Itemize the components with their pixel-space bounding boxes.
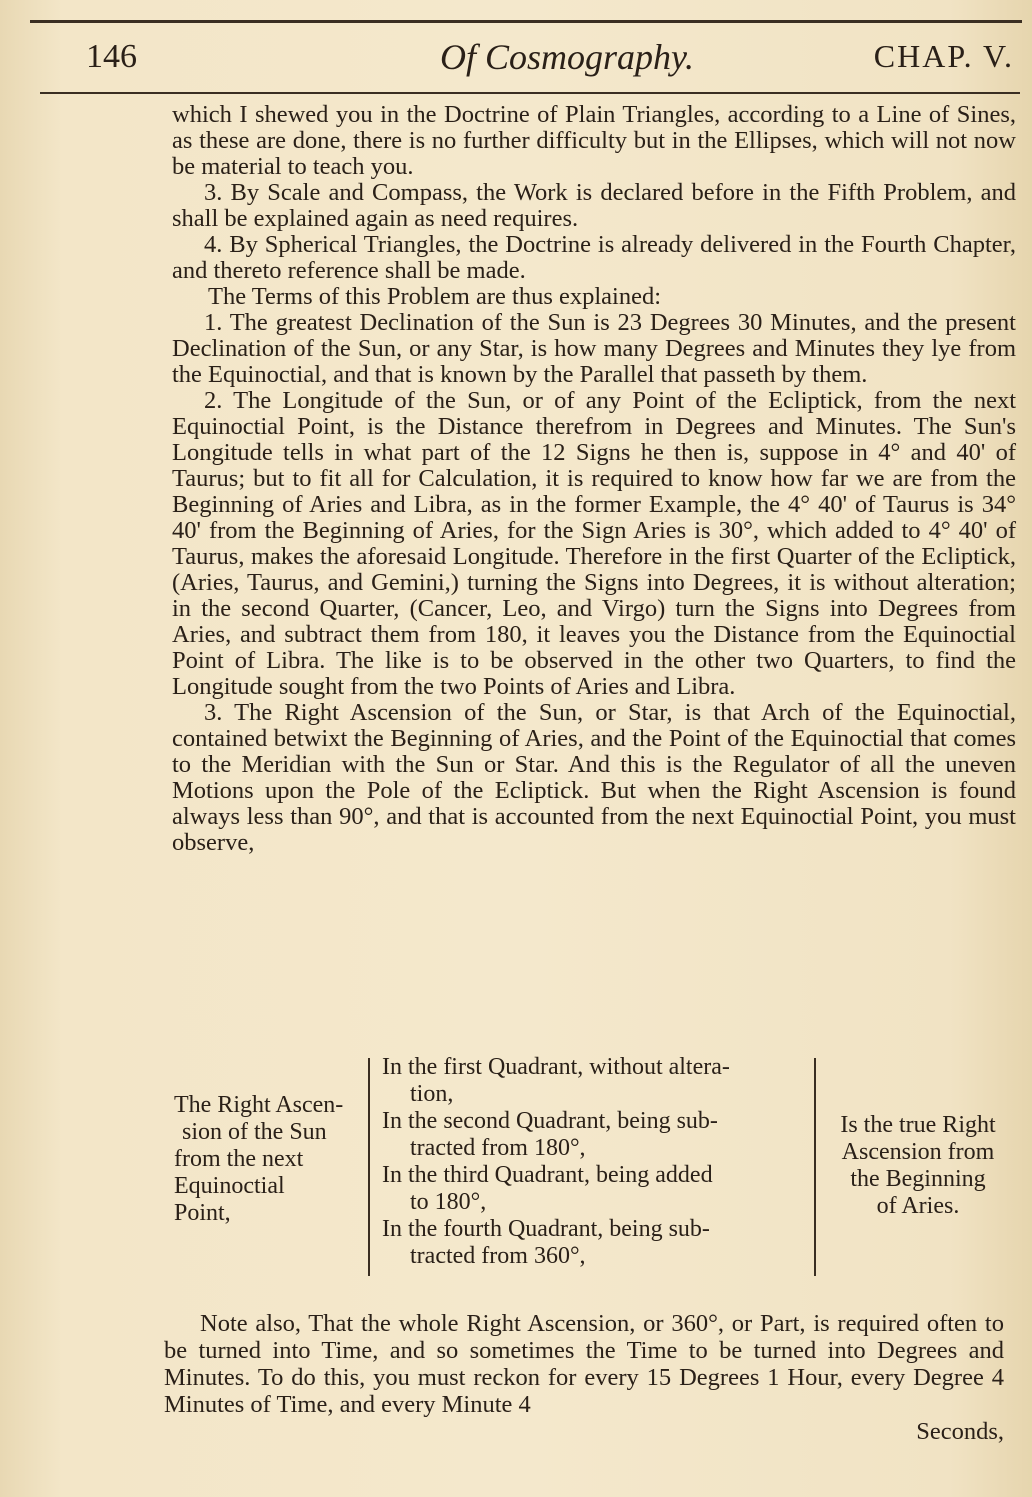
page-header xyxy=(0,30,1032,90)
left-brace xyxy=(368,1058,380,1276)
table-right-line: Ascension from xyxy=(841,1139,995,1165)
quadrant-line: tracted from 360°, xyxy=(410,1243,586,1269)
quadrant-line: In the second Quadrant, being sub- xyxy=(382,1108,718,1134)
table-right-line: the Beginning xyxy=(850,1166,986,1192)
paragraph: 2. The Longitude of the Sun, or of any Point of the Ecliptick, from the next Equinoctial Point, is the Distance therefrom in Degrees and Minutes. The Sun's Longitude tells in what part of the 12 Signs he then is, suppose in 4° and 40' of Taurus; but to fit all for Calculation, it is required to know how far we are from the Beginning of Aries and Libra, as in the former Example, the 4° 40' of Taurus is 34° 40' from the Beginning of Aries, for the Sign Aries is 30°, which added to 4° 40' of Taurus, makes the aforesaid Longitude. Therefore in the first Quarter of the Ecliptick, (Aries, Taurus, and Gemini,) turning the Signs into Degrees, it is without alteration; in the second Quarter, (Cancer, Leo, and Virgo) turn the Signs into Degrees from Aries, and subtract them from 180, it leaves you the Distance from the Equinoctial Point of Libra. The like is to be observed in the other two Quarters, to find the Longitude sought from the two Points of Aries and Libra. xyxy=(172,387,1016,700)
note-text: Note also, That the whole Right Ascension, or 360°, or Part, is required often to be turned into Time, and so sometimes the Time to be turned into Degrees and Minutes. To do this, you must reckon for every 15 Degrees 1 Hour, every Degree 4 Minutes of Time, and every Minute 4 xyxy=(164,1310,1004,1418)
table-left-line: Point, xyxy=(174,1200,231,1226)
main-text xyxy=(172,102,1016,856)
paragraph: 3. The Right Ascension of the Sun, or Star, is that Arch of the Equinoctial, contained betwixt the Beginning of Aries, and the Point of the Equinoctial that comes to the Meridian with the Sun or Star. And this is the Regulator of all the uneven Motions upon the Pole of the Ecliptick. But when the Right Ascension is found always less than 90°, and that is accounted from the next Equinoctial Point, you must observe, xyxy=(172,699,1016,856)
table-left-line: sion of the Sun xyxy=(182,1119,327,1145)
right-ascension-table xyxy=(168,1052,1018,1287)
paragraph: 3. By Scale and Compass, the Work is declared before in the Fifth Problem, and shall be explained again as need requires. xyxy=(172,179,1016,232)
quadrant-line: In the fourth Quadrant, being sub- xyxy=(382,1216,710,1242)
header-top-rule xyxy=(30,20,1022,23)
paragraph: 4. By Spherical Triangles, the Doctrine is already delivered in the Fourth Chapter, and thereto reference shall be made. xyxy=(172,231,1016,284)
paragraph: which I shewed you in the Doctrine of Plain Triangles, according to a Line of Sines, as these are done, there is no further difficulty but in the Ellipses, which will not now be material to teach you. xyxy=(172,101,1016,180)
quadrant-line: tracted from 180°, xyxy=(410,1135,586,1161)
chapter-heading: CHAP. V. xyxy=(873,38,1014,74)
quadrant-line: to 180°, xyxy=(410,1189,487,1215)
table-left-line: The Right Ascen- xyxy=(174,1092,344,1118)
quadrant-line: tion, xyxy=(410,1081,454,1107)
table-right-line: of Aries. xyxy=(876,1193,960,1219)
header-bottom-rule xyxy=(40,92,1020,94)
page-number: 146 xyxy=(86,38,137,75)
table-right-line: Is the true Right xyxy=(840,1112,996,1138)
right-brace xyxy=(804,1058,816,1276)
note-paragraph xyxy=(164,1310,1004,1445)
paragraph: 1. The greatest Declination of the Sun is 23 Degrees 30 Minutes, and the present Declination of the Sun, or any Star, is how many Degrees and Minutes they lye from the Equinoctial, and that is known by the Parallel that passeth by them. xyxy=(172,309,1016,388)
table-right-result xyxy=(818,1112,1018,1220)
quadrant-line: In the first Quadrant, without altera- xyxy=(382,1054,730,1080)
table-quadrants xyxy=(382,1054,802,1270)
table-left-line: from the next xyxy=(174,1146,304,1172)
table-left-line: Equinoctial xyxy=(174,1173,285,1199)
paragraph: The Terms of this Problem are thus explained: xyxy=(208,283,662,310)
table-left-label xyxy=(174,1092,369,1227)
quadrant-line: In the third Quadrant, being added xyxy=(382,1162,713,1188)
running-title: Of Cosmography. xyxy=(440,37,695,77)
catchword: Seconds, xyxy=(916,1418,1004,1445)
